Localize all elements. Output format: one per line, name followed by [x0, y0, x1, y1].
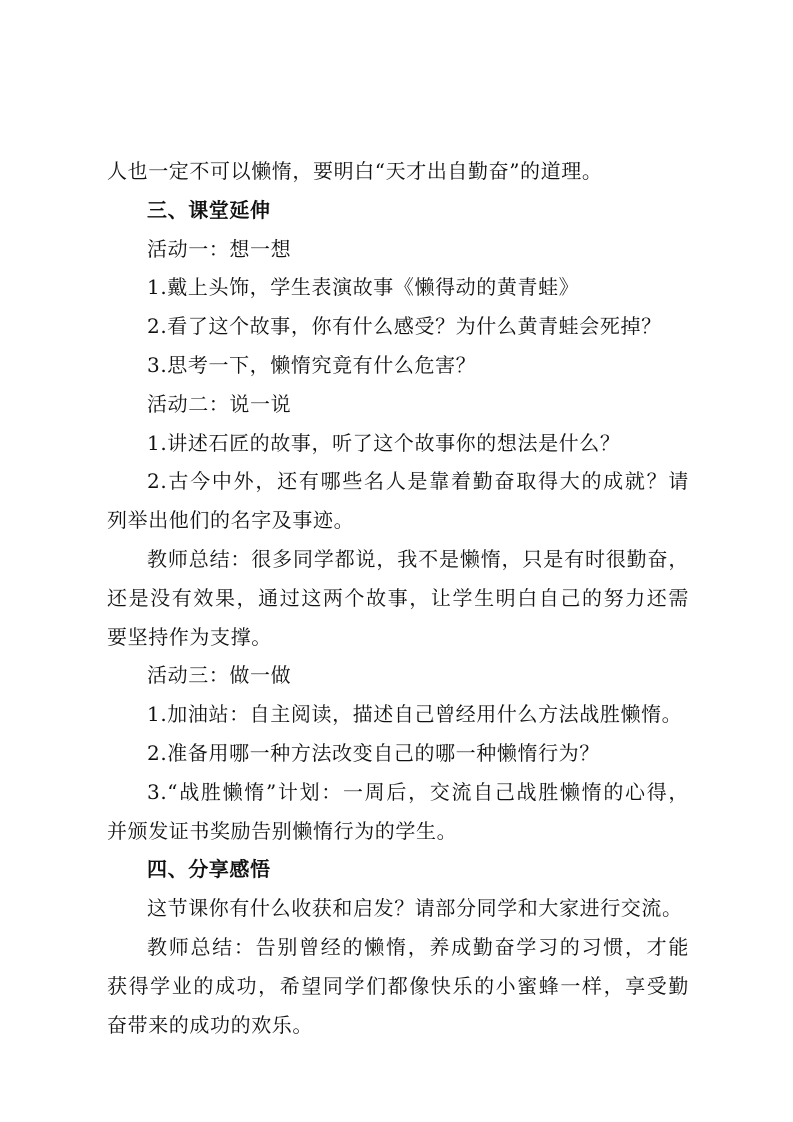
- activity-title: 活动一：想一想: [147, 236, 292, 261]
- document-body: [107, 152, 689, 1044]
- paragraph-line: 这节课你有什么收获和启发？请部分同学和大家进行交流。: [147, 896, 683, 921]
- list-item: 3.“战胜懒惰”计划：一周后，交流自己战胜懒惰的心得，: [147, 779, 689, 804]
- teacher-summary-continuation: 要坚持作为支撑。: [107, 624, 272, 649]
- list-item: 1.戴上头饰，学生表演故事《懒得动的黄青蛙》: [147, 275, 580, 300]
- section-heading-classroom-extension: 三、课堂延伸: [147, 197, 271, 222]
- section-heading-share-reflections: 四、分享感悟: [147, 857, 271, 882]
- paragraph-line: 人也一定不可以懒惰，要明白“天才出自勤奋”的道理。: [107, 159, 603, 183]
- list-item: 3.思考一下，懒惰究竟有什么危害？: [147, 352, 477, 377]
- teacher-summary-continuation: 奋带来的成功的欢乐。: [107, 1012, 313, 1037]
- list-item: 2.古今中外，还有哪些名人是靠着勤奋取得大的成就？请: [147, 469, 689, 494]
- teacher-summary: 教师总结：告别曾经的懒惰，养成勤奋学习的习惯，才能: [147, 934, 689, 959]
- teacher-summary-continuation: 获得学业的成功，希望同学们都像快乐的小蜜蜂一样，享受勤: [107, 973, 689, 998]
- list-item: 2.准备用哪一种方法改变自己的哪一种懒惰行为？: [147, 740, 600, 765]
- activity-title: 活动二：说一说: [147, 391, 292, 416]
- activity-title: 活动三：做一做: [147, 663, 292, 688]
- list-item-continuation: 并颁发证书奖励告别懒惰行为的学生。: [107, 818, 458, 843]
- list-item: 1.加油站：自主阅读，描述自己曾经用什么方法战胜懒惰。: [147, 702, 683, 727]
- list-item: 1.讲述石匠的故事，听了这个故事你的想法是什么？: [147, 430, 621, 455]
- teacher-summary: 教师总结：很多同学都说，我不是懒惰，只是有时很勤奋，: [147, 546, 689, 571]
- teacher-summary-continuation: 还是没有效果，通过这两个故事，让学生明白自己的努力还需: [107, 585, 689, 610]
- list-item: 2.看了这个故事，你有什么感受？为什么黄青蛙会死掉？: [147, 314, 662, 339]
- list-item-continuation: 列举出他们的名字及事迹。: [107, 508, 355, 533]
